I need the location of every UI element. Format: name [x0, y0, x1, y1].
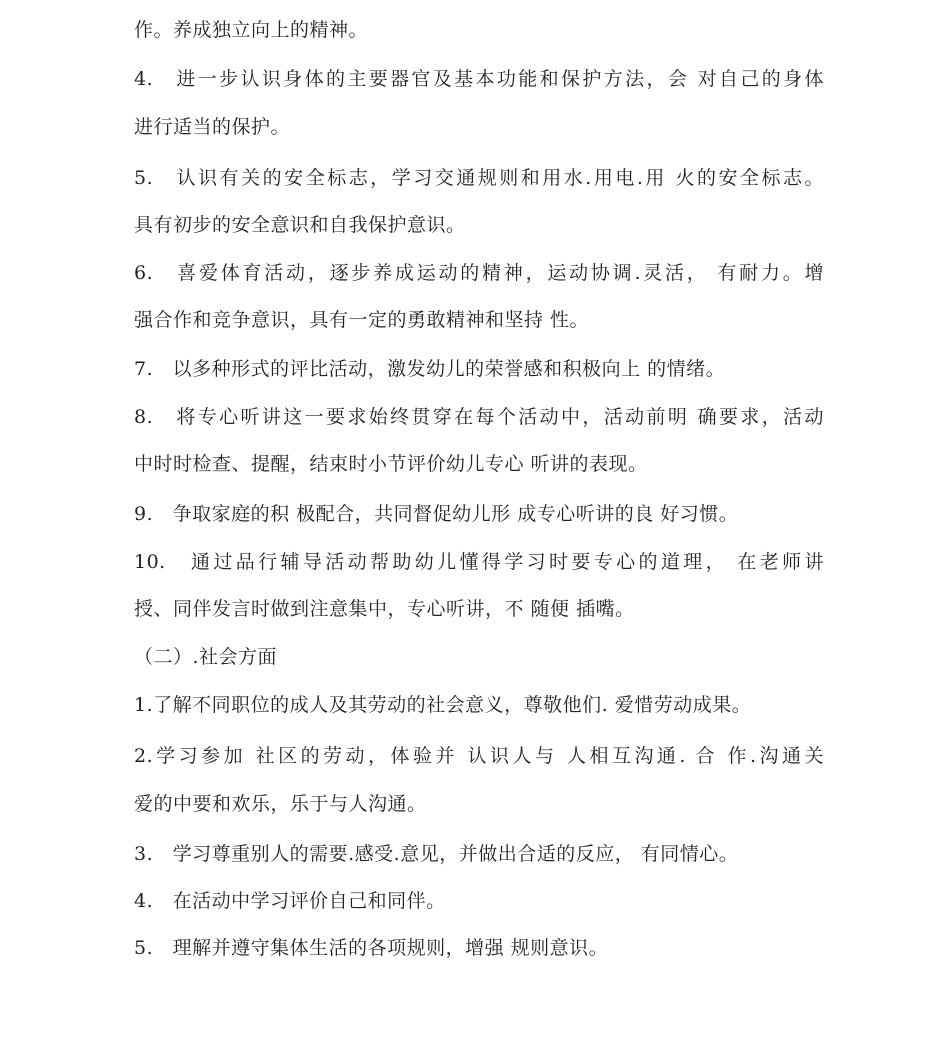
- section-heading: （二）.社会方面: [134, 646, 278, 668]
- text-line: 4. 进一步认识身体的主要器官及基本功能和保护方法，会 对自己的身体: [134, 68, 824, 90]
- text-line: 爱的中要和欢乐，乐于与人沟通。: [134, 793, 427, 815]
- text-line: 9. 争取家庭的积 极配合，共同督促幼儿形 成专心听讲的良 好习惯。: [134, 503, 739, 525]
- text-line: 5. 认识有关的安全标志，学习交通规则和用水.用电.用 火的安全标志。: [134, 167, 824, 189]
- text-line: 8. 将专心听讲这一要求始终贯穿在每个活动中，活动前明 确要求，活动: [134, 406, 824, 428]
- text-line: 3. 学习尊重别人的需要.感受.意见，并做出合适的反应， 有同情心。: [134, 843, 739, 865]
- text-line: 进行适当的保护。: [134, 116, 291, 138]
- text-line: 中时时检查、提醒，结束时小节评价幼儿专心 听讲的表现。: [134, 453, 648, 475]
- text-line: 具有初步的安全意识和自我保护意识。: [134, 214, 466, 236]
- text-line: 6. 喜爱体育活动，逐步养成运动的精神，运动协调.灵活， 有耐力。增: [134, 262, 824, 284]
- text-line: 强合作和竞争意识，具有一定的勇敢精神和坚持 性。: [134, 309, 590, 331]
- text-line: 1.了解不同职位的成人及其劳动的社会意义，尊敬他们. 爱惜劳动成果。: [134, 694, 752, 716]
- text-line: 7. 以多种形式的评比活动，激发幼儿的荣誉感和积极向上 的情绪。: [134, 358, 726, 380]
- text-line: 2.学习参加 社区的劳动，体验并 认识人与 人相互沟通. 合 作.沟通关: [134, 745, 824, 767]
- text-line: 10. 通过品行辅导活动帮助幼儿懂得学习时要专心的道理， 在老师讲: [134, 551, 824, 573]
- text-line: 作。养成独立向上的精神。: [134, 19, 369, 41]
- text-line: 5. 理解并遵守集体生活的各项规则，增强 规则意识。: [134, 937, 609, 959]
- text-line: 授、同伴发言时做到注意集中，专心听讲，不 随便 插嘴。: [134, 598, 635, 620]
- text-line: 4. 在活动中学习评价自己和同伴。: [134, 890, 446, 912]
